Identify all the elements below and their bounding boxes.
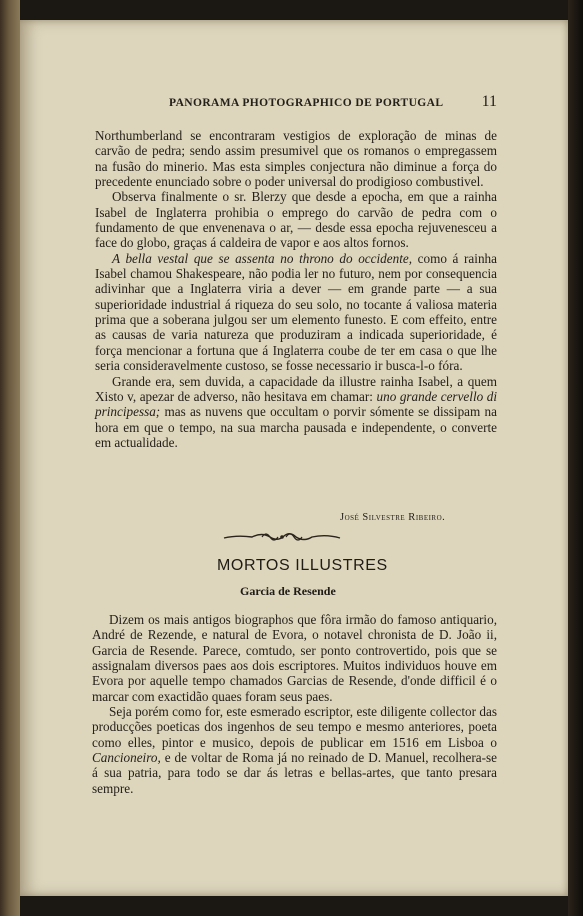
paragraph-text: Grande era, sem duvida, a capacidade da illustre rainha Isabel, a quem Xisto v, apezar de adverso, não hesitava em chamar: — [95, 373, 497, 404]
paragraph — [95, 374, 497, 451]
paragraph — [95, 251, 497, 374]
italic-quote: uno grande cervello di principessa; — [95, 388, 497, 420]
article-garcia-text — [92, 612, 497, 796]
page-header — [147, 94, 499, 114]
book-spine — [0, 0, 20, 916]
paragraph: Northumberland se encontraram vestigios de exploração de minas de carvão de pedra; sendo assim presumivel que os romanos o empregassem na fusão do minerio. Mas esta simples conjectura não diminue a força do precedente enunciado sobre o poder universal do prodigioso combustivel. — [95, 128, 497, 190]
book-edge — [568, 0, 583, 916]
page-number: 11 — [481, 93, 497, 110]
section-title: MORTOS ILLUSTRES — [217, 557, 388, 574]
italic-title: Cancioneiro, — [92, 750, 161, 766]
italic-quote: A bella vestal que se assenta no throno do occidente, — [112, 250, 413, 266]
running-title: PANORAMA PHOTOGRAPHICO DE PORTUGAL — [169, 97, 444, 109]
subsection-title: Garcia de Resende — [240, 584, 336, 598]
paragraph-text: Seja porém como for, este esmerado escriptor, este diligente collector das producções poeticas dos ingenhos de seu tempo e mesmo anteriores, poeta como elles, pintor e musico, depois de publicar em 1516 em Lisboa o — [92, 704, 497, 750]
author-signature: José Silvestre Ribeiro. — [340, 512, 446, 523]
paragraph: Observa finalmente o sr. Blerzy que desde a epocha, em que a rainha Isabel de Inglaterra prohibia o emprego do carvão de pedra com o fundamento de que envenenava o ar, — desde essa epocha rejuvenesceu a face do globo, graças á caldeira de vapor e aos altos fornos. — [95, 189, 497, 251]
paragraph: Dizem os mais antigos biographos que fôra irmão do famoso antiquario, André de Rezende, e natural de Evora, o notavel chronista de D. João ii, Garcia de Resende. Parece, comtudo, ser ponto controvertido, pois que se assignalam diversos paes aos dois escriptores. Muitos individuos houve em Evora por aquelle tempo chamados Garcias de Resende, d'onde difficil é o marcar com exactidão quaes foram seus paes. — [92, 612, 497, 704]
paragraph-text: e de voltar de Roma já no reinado de D. Manuel, recolhera-se á sua patria, para todo se dar ás letras e bellas-artes, que tanto presara sempre. — [92, 750, 497, 796]
article-coal-text — [95, 128, 497, 450]
paragraph-text: mas as nuvens que occultam o porvir sómente se dissipam na hora em que o tempo, na sua marcha pausada e independente, o converte em actualidade. — [95, 404, 497, 450]
paragraph — [92, 704, 497, 796]
paragraph-text: como á rainha Isabel chamou Shakespeare, não podia ler no futuro, nem por consequencia adivinhar que a Inglaterra viria a dever — em grande parte — a sua superioridade industrial á riqueza do seu solo, no tocante á valiosa materia prima que a soberana julgou ser um elemento funesto. E com effeito, entre as causas de varia natureza que produziram a indicada superioridade, é força mencionar a fortuna que á Inglaterra coube de ter em casa o que lhe seria consideravelmente custoso, se fosse necessario ir busca-l-o fóra. — [95, 250, 497, 374]
ornament-divider-icon — [222, 528, 342, 546]
